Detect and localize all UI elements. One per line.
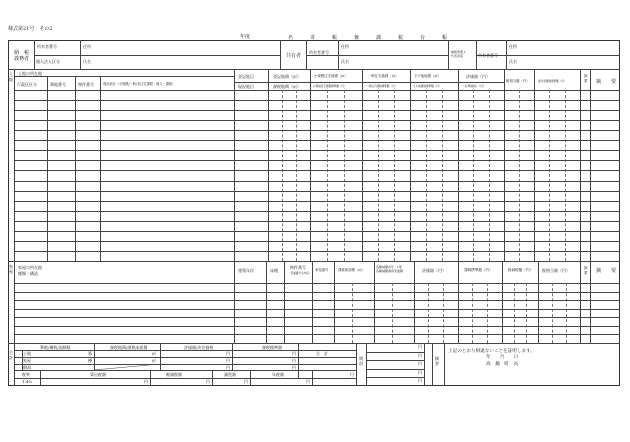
land-small-res-header: 小規模住宅地積（㎡） (314, 74, 348, 78)
representative-address-label: 住所 (509, 44, 517, 49)
land-other-sub-header: その他課税標準額（円） (413, 85, 442, 88)
house-built-year-header: 建築年次 (238, 268, 254, 273)
summary-tax-base-header: 課税標準額 (262, 345, 282, 350)
year-label: 年度 (240, 34, 251, 40)
land-map-no-header: 筆地番号 (50, 82, 66, 87)
land-valuation-header: 評価額（円） (466, 74, 490, 79)
payer-name-label: 氏名 (83, 59, 91, 64)
co-owner-name-label: 氏名 (341, 59, 349, 64)
summary-row-land-unit3: 円 (226, 351, 230, 356)
summary-row-house-unit1: 棟 (88, 358, 92, 363)
summary-row-depreciable-label: 償却 (23, 365, 31, 370)
land-row-line (14, 170, 620, 171)
land-remarks-short-header: 摘要 (584, 74, 588, 83)
annual-tax-unit: 円 (306, 379, 310, 384)
land-valuation-sub-header: （比準価格）（円） (462, 84, 486, 88)
co-owner-no-label: 所有者番号 (309, 50, 329, 55)
land-row-line (14, 181, 620, 182)
summary-row-house-label: 家屋 (23, 358, 31, 363)
representative-owner-no-label: 所有者番号 (478, 53, 498, 58)
house-tax-base-header: 課税標準額（円） (464, 268, 493, 272)
land-tax-base-header: 税相当額（円） (506, 79, 530, 83)
house-parcel-no-sub-header: （家屋番号の内容） (288, 272, 312, 275)
land-location-header: 土地の所在地 (18, 71, 42, 76)
house-row-line (14, 292, 620, 293)
house-type-header: 種類・構造 (18, 271, 38, 276)
summary-row-depreciable-unit3: 円 (226, 365, 230, 370)
house-side-label: 家屋 (9, 264, 13, 274)
form-number: 様式第21号 その2 (8, 26, 53, 32)
calc-tax-label: 算出税額 (90, 372, 106, 377)
land-row-line (14, 160, 620, 161)
land-row-line (14, 130, 620, 131)
house-remarks-header: 摘 要 (596, 268, 617, 274)
payer-owner-no-label: 所有者番号 (37, 44, 57, 49)
land-reg-area-header: 登記地積（㎡） (273, 74, 301, 79)
summary-row-land-unit4: 円 (292, 351, 296, 356)
period-row-unit: 円 (418, 344, 422, 349)
house-location-header: 家屋の所在地 (18, 265, 42, 270)
reduced-tax-unit: 円 (206, 379, 210, 384)
house-tax-amount-header: 税相当額（円） (542, 268, 570, 273)
land-tax-reduction-header: 前年度課税標準額（円） (538, 80, 567, 83)
co-owner-label: 共有者 (286, 53, 302, 59)
land-other-header: その他地積（㎡） (414, 74, 442, 78)
land-current-type-header: 現況地目（小規模/一般/非住宅課税・個人・課税） (103, 82, 176, 86)
representative-label: 納税管理人 代表者等 (451, 50, 467, 58)
land-row-line (14, 120, 620, 121)
certificate-date: 年 月 日 (486, 355, 519, 360)
certificate-text: 上記のとおり相違ないことを証明します。 (448, 349, 535, 354)
land-row-line (14, 150, 620, 151)
land-row-line (14, 251, 620, 252)
land-remarks-header: 摘 要 (596, 79, 617, 85)
house-row-line (14, 334, 620, 335)
land-parcel-no-header: 物件番号 (78, 82, 94, 87)
land-row-line (14, 211, 620, 212)
period-row-unit: 円 (418, 352, 422, 358)
certificate-issuer: 高 鍋 町 長 (486, 362, 519, 367)
period-row-unit: 円 (418, 361, 422, 367)
house-floor-area-header: 課税床面積（㎡） (338, 268, 366, 272)
land-district-header: 行政区区分 (17, 82, 37, 87)
payer-label: 納 税 義務者 (14, 50, 30, 62)
summary-row-house-unit2: ㎡ (152, 358, 156, 363)
payer-address-label: 住所 (83, 44, 91, 49)
house-remarks-short-header: 摘要 (584, 266, 588, 275)
period-row-line (366, 352, 424, 353)
land-general-res-header: 一般住宅地積（㎡） (368, 74, 399, 78)
calc-tax-unit: 円 (144, 379, 148, 384)
house-reduction-header: 各種減額初年・1等 各種減額適用床面積 (376, 265, 404, 273)
period-row-line (366, 360, 424, 361)
house-row-line (14, 309, 620, 310)
summary-total-unit: 円 (350, 372, 354, 377)
house-floors-header: 床種 (270, 268, 278, 273)
house-reduced-amount-header: 軽減税額（円） (508, 268, 534, 272)
page-title: 名 寄 帳 兼 課 税 台 帳 (288, 35, 454, 41)
house-valuation-header: 評価額（円） (422, 268, 446, 273)
payer-personal-corp-label: 個人法人区分 (36, 59, 60, 64)
summary-side-label: 合計 (9, 350, 13, 360)
remarks-label: 摘 要 (435, 356, 439, 366)
house-row-line (14, 326, 620, 327)
summary-count-header: 筆数/棟数/面積数 (40, 345, 71, 350)
period-row-line (366, 369, 424, 370)
land-row-line (14, 201, 620, 202)
summary-row-house-unit3: 円 (226, 358, 230, 363)
land-row-line (14, 231, 620, 232)
summary-total-label: 合 計 (316, 351, 328, 356)
land-row-line (14, 191, 620, 192)
representative-name-label: 氏名 (509, 59, 517, 64)
tax-rate-label: 税率 (22, 372, 30, 377)
land-side-label: 土地 (9, 72, 13, 82)
summary-valuation-header: 評価額/決定価格 (184, 345, 214, 350)
land-reg-category-header: 登記地目 (238, 74, 254, 79)
house-row-line (14, 317, 620, 318)
period-row-unit: 円 (418, 369, 422, 375)
land-row-line (14, 241, 620, 242)
land-row-line (14, 100, 620, 101)
house-parcel-no-header: 物件番号 (290, 265, 306, 270)
land-general-res-sub-header: 一般住宅課税標準額（円） (366, 85, 398, 88)
land-small-res-sub-header: 小規模住宅課税標準額（円） (313, 85, 347, 88)
land-row-line (14, 140, 620, 141)
period-label: 期 別 (359, 356, 363, 366)
reduced-tax-label: 軽減税額 (166, 372, 182, 377)
annual-tax-label: 年税額 (272, 372, 284, 377)
deduction-label: 減免額 (224, 372, 236, 377)
summary-row-depreciable-unit4: 円 (292, 365, 296, 370)
summary-area-header: 課税地積/課税床面積 (110, 345, 148, 350)
period-row-line (366, 377, 424, 378)
land-row-line (14, 221, 620, 222)
land-tax-area-header: 課税地積（㎡） (273, 84, 301, 89)
land-cur-category-header: 現況地目 (238, 84, 254, 89)
summary-row-land-unit1: 筆 (88, 351, 92, 356)
land-row-line (14, 110, 620, 111)
summary-row-land-unit2: ㎡ (152, 351, 156, 356)
tax-rate-value: 1.4% (22, 379, 33, 384)
summary-row-land-label: 土地 (23, 351, 31, 356)
house-no-header: 家屋番号 (315, 268, 329, 272)
summary-row-house-unit4: 円 (292, 358, 296, 363)
co-owner-address-label: 住所 (341, 44, 349, 49)
deduction-unit: 円 (244, 379, 248, 384)
period-row-unit: 円 (418, 378, 422, 384)
house-row-line (14, 300, 620, 301)
